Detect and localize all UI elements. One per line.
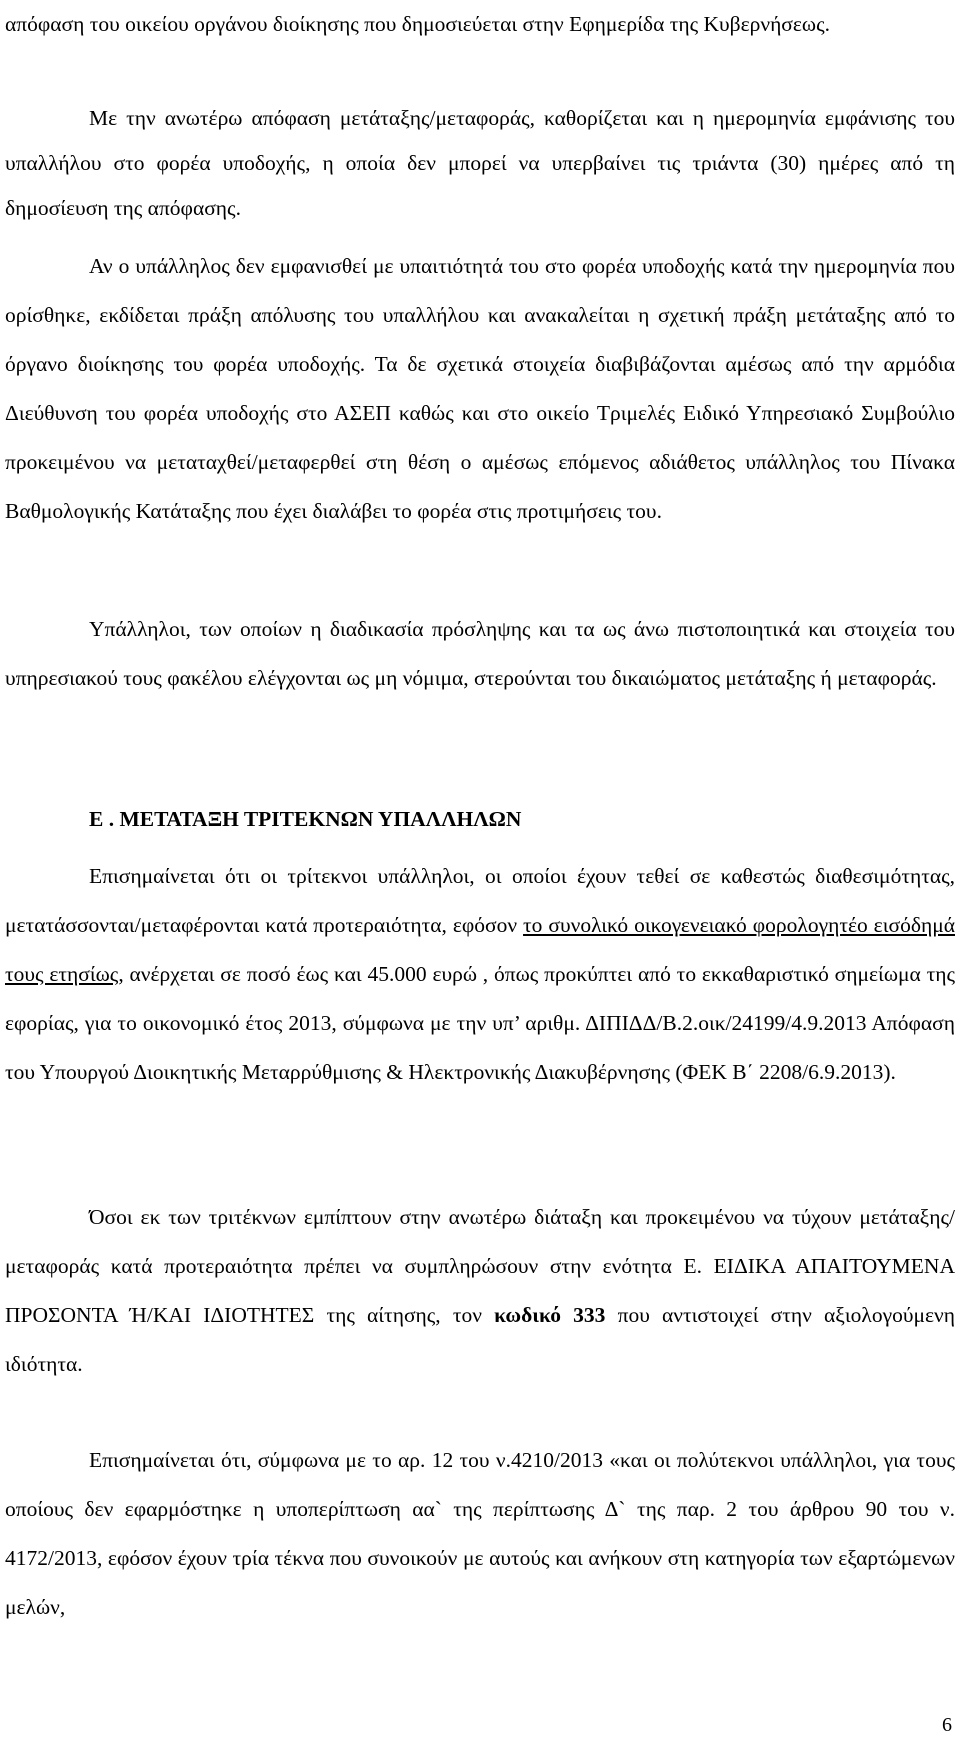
underlined-income-phrase: το συνολικό οικογενειακό φορολογητέο εισόδημά τους ετησίως <box>5 913 955 986</box>
page-number: 6 <box>942 1714 952 1736</box>
paragraph-three-children-text-b: , ανέρχεται σε ποσό έως και 45.000 ευρώ , όπως προκύπτει από το εκκαθαριστικό σημείωμα της εφορίας, για το οικονομικό έτος 2013, σύμφωνα με την υπ’ αριθμ. ΔΙΠΙΔΔ/Β.2.οικ/24199/4.9.2013 Απόφαση του Υπουργού Διοικητικής Μεταρρύθμισης & Ηλεκτρονικής Διακυβέρνησης (ΦΕΚ Β΄ 2208/6.9.2013). <box>5 962 955 1084</box>
paragraph-continuation: απόφαση του οικείου οργάνου διοίκησης που δημοσιεύεται στην Εφημερίδα της Κυβερνήσεως. <box>5 12 830 36</box>
paragraph-code-333 <box>5 1193 955 1389</box>
section-heading: Ε . ΜΕΤΑΤΑΞΗ ΤΡΙΤΕΚΝΩΝ ΥΠΑΛΛΗΛΩΝ <box>89 807 522 831</box>
paragraph-code-text-a: Όσοι εκ των τριτέκνων εμπίπτουν στην ανωτέρω διάταξη και προκειμένου να τύχουν μετάταξης/μεταφοράς κατά προτεραιότητα πρέπει να συμπληρώσουν στην ενότητα Ε. ΕΙΔΙΚΑ ΑΠΑΙΤΟΥΜΕΝΑ ΠΡΟΣΟΝΤΑ Ή/ΚΑΙ ΙΔΙΟΤΗΤΕΣ της αίτησης, τον <box>5 1205 955 1327</box>
paragraph-non-appearance: Αν ο υπάλληλος δεν εμφανισθεί με υπαιτιότητά του στο φορέα υποδοχής κατά την ημερομηνία που ορίσθηκε, εκδίδεται πράξη απόλυσης του υπαλλήλου και ανακαλείται η σχετική πράξη μετάταξης από το όργανο διοίκησης του φορέα υποδοχής. Τα δε σχετικά στοιχεία διαβιβάζονται αμέσως από την αρμόδια Διεύθυνση του φορέα υποδοχής στο ΑΣΕΠ καθώς και στο οικείο Τριμελές Ειδικό Υπηρεσιακό Συμβούλιο προκειμένου να μεταταχθεί/μεταφερθεί στη θέση ο αμέσως επόμενος αδιάθετος υπάλληλος του Πίνακα Βαθμολογικής Κατάταξης που έχει διαλάβει το φορέα στις προτιμήσεις του. <box>5 254 955 523</box>
bold-code-333: κωδικό 333 <box>494 1303 606 1327</box>
paragraph-three-children-text-a: Επισημαίνεται ότι οι τρίτεκνοι υπάλληλοι, οι οποίοι έχουν τεθεί σε καθεστώς διαθεσιμότητας, μετατάσσονται/μεταφέρονται κατά προτεραιότητα, εφόσον <box>5 864 955 937</box>
paragraph-unlawful-documents: Υπάλληλοι, των οποίων η διαδικασία πρόσληψης και τα ως άνω πιστοποιητικά και στοιχεία του υπηρεσιακού τους φακέλου ελέγχονται ως μη νόμιμα, στερούνται του δικαιώματος μετάταξης ή μεταφοράς. <box>5 617 955 690</box>
paragraph-transfer-decision: Με την ανωτέρω απόφαση μετάταξης/μεταφοράς, καθορίζεται και η ημερομηνία εμφάνισης του υπαλλήλου στο φορέα υποδοχής, η οποία δεν μπορεί να υπερβαίνει τις τριάντα (30) ημέρες από τη δημοσίευση της απόφασης. <box>5 106 955 220</box>
paragraph-three-children <box>5 852 955 1097</box>
paragraph-code-text-b: που αντιστοιχεί στην αξιολογούμενη ιδιότητα. <box>5 1303 955 1376</box>
paragraph-large-families: Επισημαίνεται ότι, σύμφωνα με το αρ. 12 του ν.4210/2013 «και οι πολύτεκνοι υπάλληλοι, για τους οποίους δεν εφαρμόστηκε η υποπερίπτωση αα` της περίπτωσης Δ` της παρ. 2 του άρθρου 90 του ν. 4172/2013, εφόσον έχουν τρία τέκνα που συνοικούν με αυτούς και ανήκουν στη κατηγορία των εξαρτώμενων μελών, <box>5 1448 955 1619</box>
